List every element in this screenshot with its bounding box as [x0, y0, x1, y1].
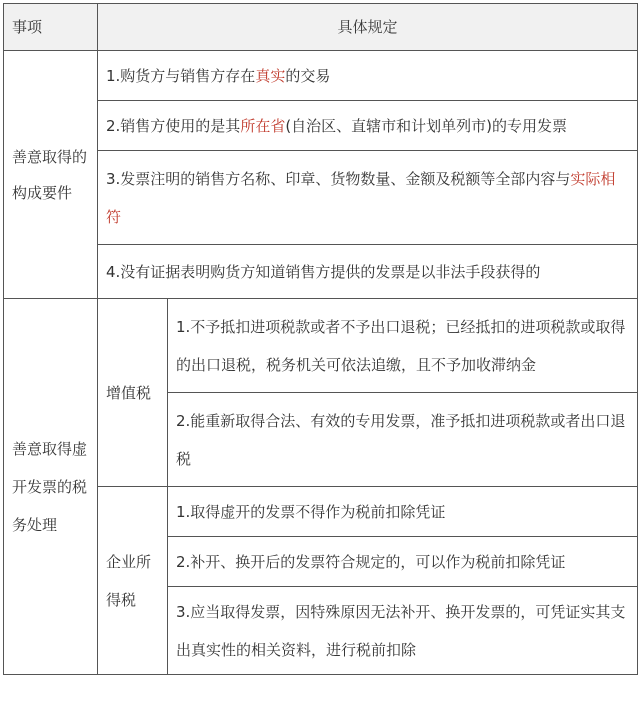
section1-label: 善意取得的构成要件 — [4, 51, 98, 299]
cit-label: 企业所得税 — [98, 487, 168, 675]
rule-text: 1.购货方与销售方存在 — [106, 66, 256, 85]
rule-highlight: 真实 — [255, 66, 286, 85]
vat-label: 增值税 — [98, 299, 168, 487]
rule-cell: 1.取得虚开的发票不得作为税前扣除凭证 — [168, 487, 638, 537]
rule-text: 3.发票注明的销售方名称、印章、货物数量、金额及税额等全部内容与 — [106, 169, 571, 188]
table-row — [4, 151, 638, 245]
tax-rules-table — [3, 3, 638, 675]
table-header-row — [4, 4, 638, 51]
header-item: 事项 — [4, 4, 98, 51]
rule-text: (自治区、直辖市和计划单列市)的专用发票 — [285, 116, 568, 135]
table-row — [4, 245, 638, 299]
rule-cell — [98, 51, 638, 101]
table-row — [4, 299, 638, 393]
rule-highlight: 实际相符 — [106, 169, 616, 226]
table-row — [4, 51, 638, 101]
rule-text: 4.没有证据表明购货方知道销售方提供的发票是以非法手段获得的 — [106, 262, 541, 281]
header-rule: 具体规定 — [98, 4, 638, 51]
rule-cell: 2.补开、换开后的发票符合规定的，可以作为税前扣除凭证 — [168, 537, 638, 587]
rule-cell — [98, 245, 638, 299]
table-row — [4, 101, 638, 151]
rule-cell: 1.不予抵扣进项税款或者不予出口退税；已经抵扣的进项税款或取得的出口退税，税务机关可依法追缴，且不予加收滞纳金 — [168, 299, 638, 393]
rule-highlight: 所在省 — [240, 116, 286, 135]
rule-cell — [98, 151, 638, 245]
section2-label: 善意取得虚开发票的税务处理 — [4, 299, 98, 675]
rule-cell: 2.能重新取得合法、有效的专用发票，准予抵扣进项税款或者出口退税 — [168, 393, 638, 487]
rule-text: 2.销售方使用的是其 — [106, 116, 241, 135]
table-row — [4, 487, 638, 537]
rule-text: 的交易 — [285, 66, 331, 85]
rule-cell — [98, 101, 638, 151]
tax-rules-table-container — [3, 3, 637, 704]
rule-cell: 3.应当取得发票，因特殊原因无法补开、换开发票的，可凭证实其支出真实性的相关资料，进行税前扣除 — [168, 587, 638, 675]
